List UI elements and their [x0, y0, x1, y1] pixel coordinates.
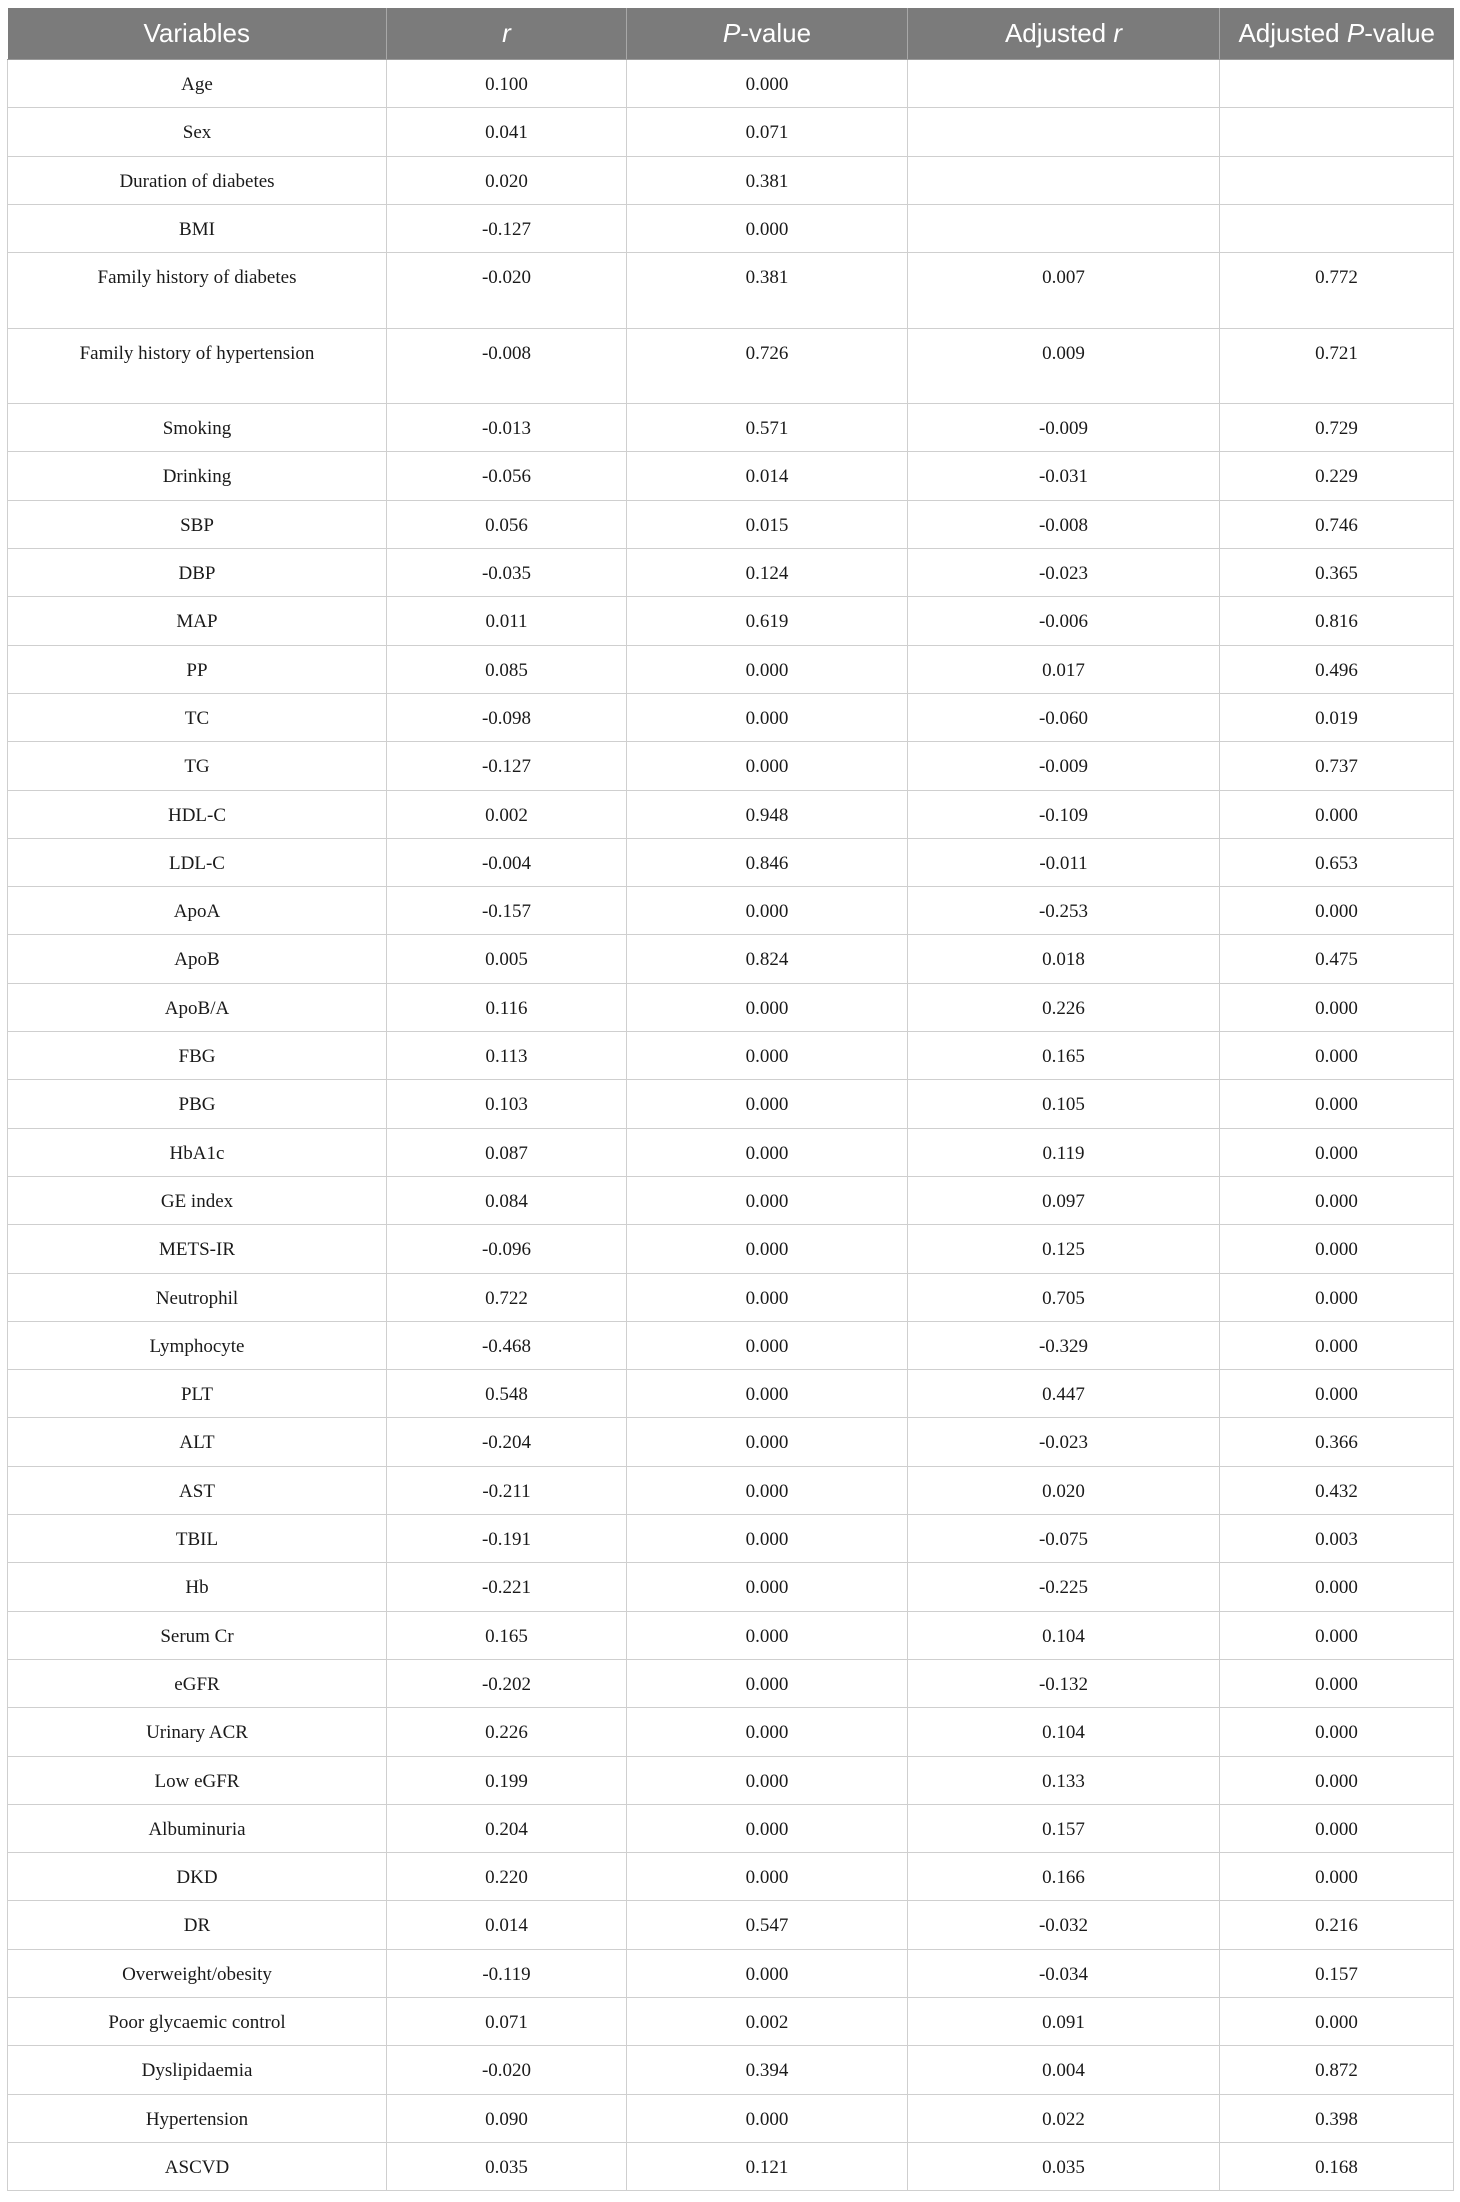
table-row: [8, 1080, 1454, 1128]
cell-variable: Low eGFR: [8, 1756, 387, 1804]
cell-p-value: 0.000: [627, 1225, 908, 1273]
cell-variable: TC: [8, 693, 387, 741]
cell-p-value: 0.071: [627, 108, 908, 156]
cell-p-value: 0.121: [627, 2142, 908, 2190]
cell-r: 0.041: [387, 108, 627, 156]
cell-adjusted-p-value: 0.729: [1220, 404, 1454, 452]
cell-adjusted-p-value: 0.816: [1220, 597, 1454, 645]
cell-adjusted-r: -0.006: [908, 597, 1220, 645]
cell-adjusted-r: 0.226: [908, 983, 1220, 1031]
cell-adjusted-r: -0.075: [908, 1515, 1220, 1563]
cell-adjusted-p-value: [1220, 108, 1454, 156]
header-p-suffix: -value: [740, 18, 812, 48]
cell-p-value: 0.000: [627, 1080, 908, 1128]
cell-variable: DKD: [8, 1853, 387, 1901]
cell-r: 0.103: [387, 1080, 627, 1128]
cell-r: 0.548: [387, 1370, 627, 1418]
table-header: [8, 8, 1454, 60]
cell-adjusted-p-value: 0.000: [1220, 1321, 1454, 1369]
cell-adjusted-p-value: 0.000: [1220, 1611, 1454, 1659]
table-row: [8, 935, 1454, 983]
table-row: [8, 983, 1454, 1031]
table-row: [8, 156, 1454, 204]
cell-adjusted-p-value: 0.398: [1220, 2094, 1454, 2142]
cell-r: -0.127: [387, 742, 627, 790]
table-row: [8, 328, 1454, 404]
table-row: [8, 1032, 1454, 1080]
cell-adjusted-r: 0.157: [908, 1804, 1220, 1852]
cell-adjusted-p-value: 0.019: [1220, 693, 1454, 741]
cell-adjusted-r: -0.109: [908, 790, 1220, 838]
cell-variable: Poor glycaemic control: [8, 1997, 387, 2045]
cell-adjusted-r: 0.097: [908, 1176, 1220, 1224]
cell-adjusted-p-value: 0.000: [1220, 1997, 1454, 2045]
cell-adjusted-r: -0.329: [908, 1321, 1220, 1369]
cell-adjusted-r: -0.009: [908, 404, 1220, 452]
cell-r: -0.013: [387, 404, 627, 452]
header-variables: [8, 8, 387, 60]
cell-r: -0.035: [387, 549, 627, 597]
cell-variable: ApoB/A: [8, 983, 387, 1031]
cell-p-value: 0.726: [627, 328, 908, 404]
cell-variable: Overweight/obesity: [8, 1949, 387, 1997]
table-row: [8, 1370, 1454, 1418]
cell-p-value: 0.000: [627, 60, 908, 108]
cell-adjusted-r: 0.447: [908, 1370, 1220, 1418]
cell-adjusted-p-value: 0.653: [1220, 838, 1454, 886]
cell-p-value: 0.000: [627, 1853, 908, 1901]
cell-r: 0.100: [387, 60, 627, 108]
cell-p-value: 0.000: [627, 693, 908, 741]
table-row: [8, 1418, 1454, 1466]
cell-adjusted-r: 0.009: [908, 328, 1220, 404]
cell-r: 0.071: [387, 1997, 627, 2045]
cell-adjusted-r: -0.031: [908, 452, 1220, 500]
cell-variable: Serum Cr: [8, 1611, 387, 1659]
cell-p-value: 0.824: [627, 935, 908, 983]
cell-adjusted-p-value: 0.000: [1220, 887, 1454, 935]
header-variables-label: Variables: [143, 18, 250, 48]
cell-variable: ASCVD: [8, 2142, 387, 2190]
cell-variable: ApoB: [8, 935, 387, 983]
cell-r: 0.056: [387, 500, 627, 548]
cell-r: 0.165: [387, 1611, 627, 1659]
cell-adjusted-r: 0.004: [908, 2046, 1220, 2094]
cell-p-value: 0.000: [627, 1804, 908, 1852]
header-r-label: r: [502, 18, 511, 48]
cell-adjusted-r: 0.166: [908, 1853, 1220, 1901]
cell-adjusted-r: 0.017: [908, 645, 1220, 693]
cell-variable: Age: [8, 60, 387, 108]
cell-adjusted-p-value: 0.000: [1220, 790, 1454, 838]
cell-adjusted-r: 0.105: [908, 1080, 1220, 1128]
cell-adjusted-p-value: 0.000: [1220, 1708, 1454, 1756]
cell-p-value: 0.000: [627, 1708, 908, 1756]
table-row: [8, 887, 1454, 935]
table-row: [8, 500, 1454, 548]
cell-r: -0.020: [387, 2046, 627, 2094]
cell-adjusted-p-value: 0.000: [1220, 1080, 1454, 1128]
cell-adjusted-p-value: 0.746: [1220, 500, 1454, 548]
cell-r: -0.202: [387, 1659, 627, 1707]
cell-variable: Family history of hypertension: [8, 328, 387, 404]
cell-adjusted-p-value: 0.000: [1220, 1273, 1454, 1321]
cell-p-value: 0.000: [627, 1563, 908, 1611]
cell-adjusted-r: [908, 156, 1220, 204]
cell-p-value: 0.381: [627, 253, 908, 329]
table-row: [8, 2046, 1454, 2094]
cell-variable: TBIL: [8, 1515, 387, 1563]
header-adj-p-prefix: Adjusted: [1238, 18, 1347, 48]
header-p-italic: P: [722, 18, 741, 48]
cell-adjusted-p-value: 0.216: [1220, 1901, 1454, 1949]
cell-variable: PLT: [8, 1370, 387, 1418]
cell-variable: HbA1c: [8, 1128, 387, 1176]
cell-adjusted-p-value: 0.737: [1220, 742, 1454, 790]
cell-p-value: 0.000: [627, 1176, 908, 1224]
cell-variable: AST: [8, 1466, 387, 1514]
cell-r: 0.116: [387, 983, 627, 1031]
cell-variable: Sex: [8, 108, 387, 156]
cell-adjusted-p-value: [1220, 156, 1454, 204]
cell-r: 0.084: [387, 1176, 627, 1224]
cell-p-value: 0.000: [627, 2094, 908, 2142]
cell-p-value: 0.619: [627, 597, 908, 645]
cell-adjusted-p-value: [1220, 204, 1454, 252]
cell-r: -0.127: [387, 204, 627, 252]
cell-variable: eGFR: [8, 1659, 387, 1707]
cell-variable: Duration of diabetes: [8, 156, 387, 204]
cell-adjusted-r: 0.007: [908, 253, 1220, 329]
cell-variable: Albuminuria: [8, 1804, 387, 1852]
cell-r: 0.011: [387, 597, 627, 645]
cell-adjusted-r: 0.035: [908, 2142, 1220, 2190]
cell-adjusted-r: 0.104: [908, 1611, 1220, 1659]
table-row: [8, 1804, 1454, 1852]
table-row: [8, 2094, 1454, 2142]
cell-r: 0.035: [387, 2142, 627, 2190]
table-row: [8, 1997, 1454, 2045]
cell-adjusted-r: 0.705: [908, 1273, 1220, 1321]
table-row: [8, 1176, 1454, 1224]
correlation-table-container: [7, 8, 1453, 2191]
cell-adjusted-p-value: 0.000: [1220, 1659, 1454, 1707]
cell-variable: Neutrophil: [8, 1273, 387, 1321]
table-row: [8, 645, 1454, 693]
cell-p-value: 0.000: [627, 983, 908, 1031]
cell-p-value: 0.571: [627, 404, 908, 452]
cell-variable: GE index: [8, 1176, 387, 1224]
table-body: [8, 60, 1454, 2191]
cell-adjusted-p-value: 0.229: [1220, 452, 1454, 500]
cell-p-value: 0.394: [627, 2046, 908, 2094]
table-row: [8, 1321, 1454, 1369]
cell-variable: PP: [8, 645, 387, 693]
cell-adjusted-r: 0.133: [908, 1756, 1220, 1804]
cell-adjusted-p-value: 0.000: [1220, 1804, 1454, 1852]
cell-p-value: 0.000: [627, 204, 908, 252]
header-r: [387, 8, 627, 60]
header-adjusted-p-value: [1220, 8, 1454, 60]
cell-p-value: 0.000: [627, 1756, 908, 1804]
cell-variable: MAP: [8, 597, 387, 645]
cell-adjusted-r: -0.225: [908, 1563, 1220, 1611]
table-row: [8, 1515, 1454, 1563]
cell-variable: METS-IR: [8, 1225, 387, 1273]
table-row: [8, 1273, 1454, 1321]
cell-variable: Urinary ACR: [8, 1708, 387, 1756]
cell-p-value: 0.000: [627, 1515, 908, 1563]
cell-r: -0.221: [387, 1563, 627, 1611]
cell-variable: DR: [8, 1901, 387, 1949]
cell-r: -0.020: [387, 253, 627, 329]
cell-adjusted-r: [908, 204, 1220, 252]
cell-adjusted-r: 0.020: [908, 1466, 1220, 1514]
cell-adjusted-p-value: 0.000: [1220, 1370, 1454, 1418]
cell-r: 0.722: [387, 1273, 627, 1321]
table-row: [8, 1659, 1454, 1707]
cell-r: -0.056: [387, 452, 627, 500]
cell-variable: ALT: [8, 1418, 387, 1466]
cell-p-value: 0.124: [627, 549, 908, 597]
table-row: [8, 597, 1454, 645]
cell-variable: Drinking: [8, 452, 387, 500]
cell-variable: PBG: [8, 1080, 387, 1128]
table-row: [8, 253, 1454, 329]
cell-variable: HDL-C: [8, 790, 387, 838]
table-row: [8, 1563, 1454, 1611]
cell-variable: Hb: [8, 1563, 387, 1611]
cell-r: -0.157: [387, 887, 627, 935]
cell-adjusted-r: 0.018: [908, 935, 1220, 983]
table-row: [8, 1949, 1454, 1997]
cell-adjusted-p-value: 0.721: [1220, 328, 1454, 404]
header-row: [8, 8, 1454, 60]
cell-r: -0.211: [387, 1466, 627, 1514]
cell-p-value: 0.002: [627, 1997, 908, 2045]
cell-adjusted-p-value: 0.000: [1220, 1225, 1454, 1273]
cell-r: -0.468: [387, 1321, 627, 1369]
cell-p-value: 0.381: [627, 156, 908, 204]
cell-r: -0.096: [387, 1225, 627, 1273]
cell-adjusted-r: 0.022: [908, 2094, 1220, 2142]
cell-adjusted-r: -0.011: [908, 838, 1220, 886]
cell-adjusted-p-value: 0.496: [1220, 645, 1454, 693]
table-row: [8, 1708, 1454, 1756]
cell-adjusted-p-value: 0.157: [1220, 1949, 1454, 1997]
cell-variable: Smoking: [8, 404, 387, 452]
cell-r: -0.119: [387, 1949, 627, 1997]
cell-adjusted-r: -0.023: [908, 1418, 1220, 1466]
cell-p-value: 0.000: [627, 645, 908, 693]
cell-adjusted-r: -0.008: [908, 500, 1220, 548]
cell-r: 0.226: [387, 1708, 627, 1756]
cell-adjusted-p-value: 0.000: [1220, 1853, 1454, 1901]
cell-p-value: 0.846: [627, 838, 908, 886]
cell-variable: ApoA: [8, 887, 387, 935]
cell-p-value: 0.000: [627, 742, 908, 790]
cell-r: 0.020: [387, 156, 627, 204]
table-row: [8, 404, 1454, 452]
table-row: [8, 452, 1454, 500]
cell-p-value: 0.000: [627, 1659, 908, 1707]
cell-adjusted-r: [908, 60, 1220, 108]
cell-adjusted-r: 0.091: [908, 1997, 1220, 2045]
cell-variable: TG: [8, 742, 387, 790]
table-row: [8, 1853, 1454, 1901]
cell-adjusted-r: -0.032: [908, 1901, 1220, 1949]
table-row: [8, 790, 1454, 838]
table-row: [8, 693, 1454, 741]
header-adjusted-r: [908, 8, 1220, 60]
cell-adjusted-p-value: 0.000: [1220, 983, 1454, 1031]
cell-adjusted-p-value: [1220, 60, 1454, 108]
cell-p-value: 0.000: [627, 1273, 908, 1321]
table-row: [8, 108, 1454, 156]
cell-r: -0.008: [387, 328, 627, 404]
table-row: [8, 2142, 1454, 2190]
cell-r: 0.204: [387, 1804, 627, 1852]
cell-adjusted-r: -0.009: [908, 742, 1220, 790]
cell-adjusted-p-value: 0.000: [1220, 1756, 1454, 1804]
header-adj-p-italic: P: [1346, 18, 1365, 48]
cell-variable: FBG: [8, 1032, 387, 1080]
cell-r: 0.220: [387, 1853, 627, 1901]
cell-r: 0.113: [387, 1032, 627, 1080]
cell-r: 0.014: [387, 1901, 627, 1949]
cell-p-value: 0.014: [627, 452, 908, 500]
cell-adjusted-p-value: 0.432: [1220, 1466, 1454, 1514]
cell-adjusted-p-value: 0.000: [1220, 1176, 1454, 1224]
table-row: [8, 742, 1454, 790]
cell-p-value: 0.000: [627, 1032, 908, 1080]
cell-adjusted-r: -0.132: [908, 1659, 1220, 1707]
cell-p-value: 0.000: [627, 1321, 908, 1369]
cell-adjusted-r: -0.034: [908, 1949, 1220, 1997]
table-row: [8, 549, 1454, 597]
table-row: [8, 1128, 1454, 1176]
cell-adjusted-r: [908, 108, 1220, 156]
cell-r: -0.204: [387, 1418, 627, 1466]
cell-r: 0.199: [387, 1756, 627, 1804]
cell-adjusted-p-value: 0.772: [1220, 253, 1454, 329]
table-row: [8, 60, 1454, 108]
cell-adjusted-r: -0.060: [908, 693, 1220, 741]
header-adj-r-prefix: Adjusted: [1004, 18, 1114, 48]
cell-variable: LDL-C: [8, 838, 387, 886]
header-adj-p-suffix: -value: [1364, 18, 1436, 48]
header-p-value: [627, 8, 908, 60]
correlation-table: [7, 8, 1454, 2191]
cell-variable: Family history of diabetes: [8, 253, 387, 329]
cell-adjusted-p-value: 0.003: [1220, 1515, 1454, 1563]
cell-adjusted-p-value: 0.366: [1220, 1418, 1454, 1466]
table-row: [8, 1466, 1454, 1514]
cell-p-value: 0.000: [627, 1949, 908, 1997]
cell-r: 0.090: [387, 2094, 627, 2142]
cell-variable: BMI: [8, 204, 387, 252]
cell-p-value: 0.000: [627, 1370, 908, 1418]
cell-r: 0.005: [387, 935, 627, 983]
cell-adjusted-r: 0.104: [908, 1708, 1220, 1756]
cell-variable: Dyslipidaemia: [8, 2046, 387, 2094]
cell-p-value: 0.000: [627, 1466, 908, 1514]
cell-adjusted-p-value: 0.168: [1220, 2142, 1454, 2190]
cell-adjusted-p-value: 0.000: [1220, 1128, 1454, 1176]
cell-adjusted-p-value: 0.000: [1220, 1032, 1454, 1080]
cell-p-value: 0.000: [627, 1128, 908, 1176]
cell-p-value: 0.015: [627, 500, 908, 548]
cell-adjusted-p-value: 0.475: [1220, 935, 1454, 983]
cell-variable: Lymphocyte: [8, 1321, 387, 1369]
table-row: [8, 838, 1454, 886]
cell-p-value: 0.000: [627, 1611, 908, 1659]
cell-r: 0.085: [387, 645, 627, 693]
cell-adjusted-r: -0.253: [908, 887, 1220, 935]
cell-r: 0.087: [387, 1128, 627, 1176]
cell-variable: SBP: [8, 500, 387, 548]
cell-p-value: 0.948: [627, 790, 908, 838]
cell-adjusted-r: 0.165: [908, 1032, 1220, 1080]
cell-p-value: 0.000: [627, 1418, 908, 1466]
cell-r: 0.002: [387, 790, 627, 838]
cell-adjusted-r: -0.023: [908, 549, 1220, 597]
table-row: [8, 1901, 1454, 1949]
cell-variable: Hypertension: [8, 2094, 387, 2142]
cell-adjusted-p-value: 0.365: [1220, 549, 1454, 597]
cell-adjusted-p-value: 0.000: [1220, 1563, 1454, 1611]
table-row: [8, 1225, 1454, 1273]
cell-adjusted-p-value: 0.872: [1220, 2046, 1454, 2094]
table-row: [8, 204, 1454, 252]
cell-r: -0.004: [387, 838, 627, 886]
table-row: [8, 1756, 1454, 1804]
header-adj-r-italic: r: [1113, 18, 1123, 48]
cell-adjusted-r: 0.125: [908, 1225, 1220, 1273]
cell-r: -0.191: [387, 1515, 627, 1563]
table-row: [8, 1611, 1454, 1659]
cell-r: -0.098: [387, 693, 627, 741]
cell-adjusted-r: 0.119: [908, 1128, 1220, 1176]
cell-p-value: 0.000: [627, 887, 908, 935]
cell-p-value: 0.547: [627, 1901, 908, 1949]
cell-variable: DBP: [8, 549, 387, 597]
